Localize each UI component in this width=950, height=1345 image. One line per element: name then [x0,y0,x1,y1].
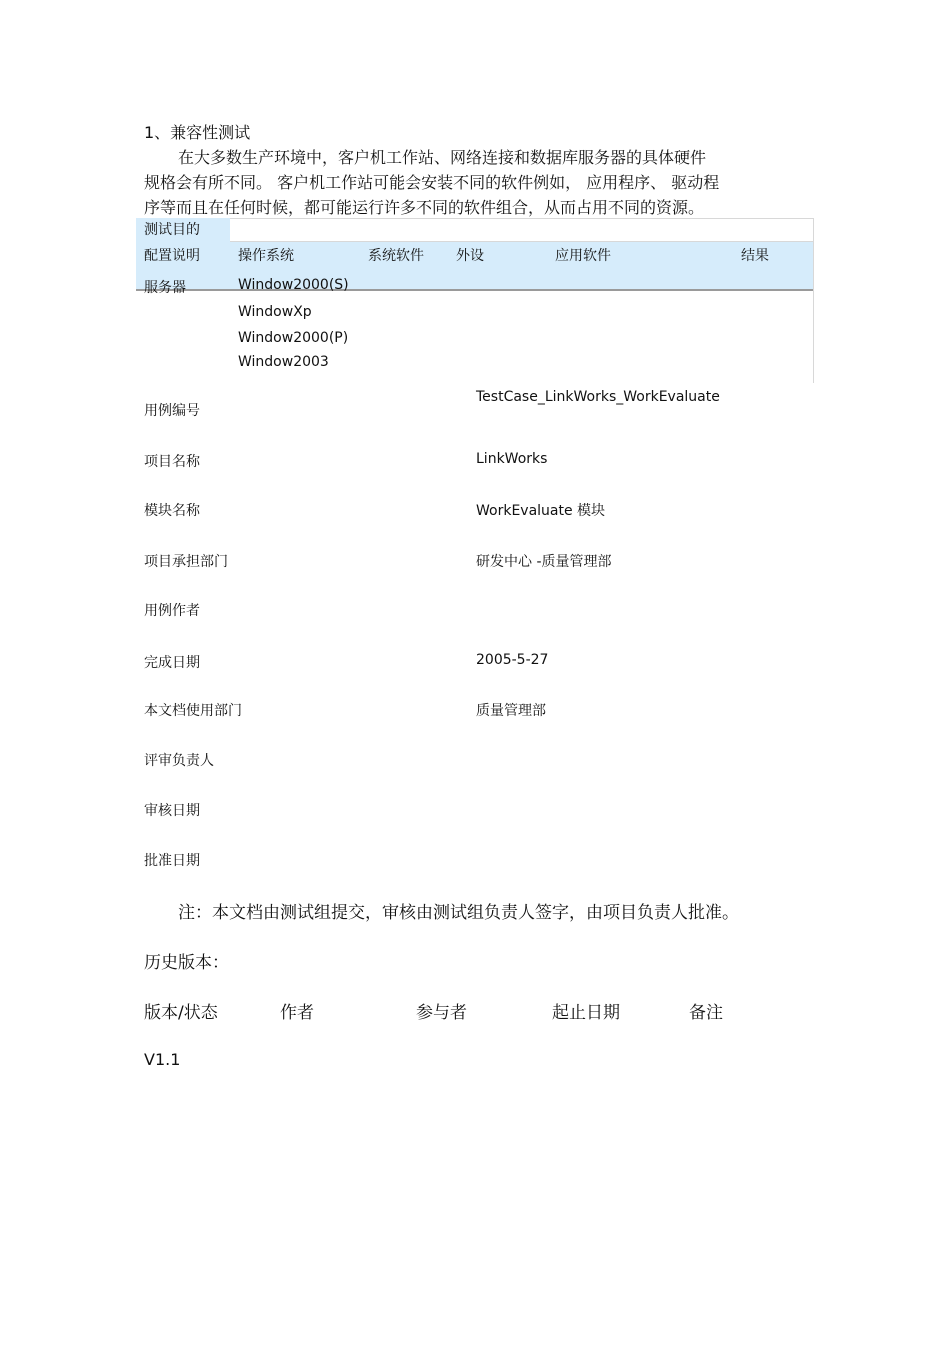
header-peripherals: 外设 [456,248,484,264]
field-value: 质量管理部 [476,703,546,719]
config-label: 配置说明 [144,248,200,264]
os-item: WindowXp [238,304,312,320]
os-item: Window2000(S) [238,277,349,293]
os-item: Window2000(P) [238,330,349,346]
field-label: 评审负责人 [144,753,214,769]
field-label: 项目承担部门 [144,554,228,570]
header-os: 操作系统 [238,248,294,264]
paragraph-line-1: 在大多数生产环境中，客户机工作站、网络连接和数据库服务器的具体硬件 [178,148,707,167]
purpose-value-cell [230,218,813,242]
field-value: 2005-5-27 [476,652,549,668]
field-label: 完成日期 [144,655,200,671]
field-label: 审核日期 [144,803,200,819]
history-title: 历史版本： [144,953,229,973]
purpose-label: 测试目的 [144,222,200,238]
approval-note: 注：本文档由测试组提交，审核由测试组负责人签字，由项目负责人批准。 [178,903,739,923]
header-result: 结果 [741,248,769,264]
field-label: 批准日期 [144,853,200,869]
history-header-remarks: 备注 [689,1003,723,1023]
field-label: 用例作者 [144,603,200,619]
history-header-author: 作者 [280,1003,314,1023]
server-label: 服务器 [144,280,186,296]
field-value: TestCase_LinkWorks_WorkEvaluate [476,389,720,405]
history-version-cell: V1.1 [144,1050,181,1069]
field-label: 本文档使用部门 [144,703,242,719]
history-header-version: 版本/状态 [144,1003,218,1023]
field-value: 研发中心 -质量管理部 [476,554,612,570]
paragraph-line-3: 序等而且在任何时候，都可能运行许多不同的软件组合，从而占用不同的资源。 [144,198,705,217]
field-label: 项目名称 [144,454,200,470]
field-value: LinkWorks [476,451,548,467]
field-value: WorkEvaluate 模块 [476,503,606,519]
field-label: 用例编号 [144,403,200,419]
history-header-participants: 参与者 [416,1003,467,1023]
header-system-software: 系统软件 [368,248,424,264]
paragraph-line-2: 规格会有所不同。 客户机工作站可能会安装不同的软件例如， 应用程序、 驱动程 [144,173,720,192]
history-header-dates: 起止日期 [552,1003,620,1023]
header-app-software: 应用软件 [555,248,611,264]
os-item: Window2003 [238,354,329,370]
section-heading: 1、兼容性测试 [144,123,251,142]
field-label: 模块名称 [144,503,200,519]
